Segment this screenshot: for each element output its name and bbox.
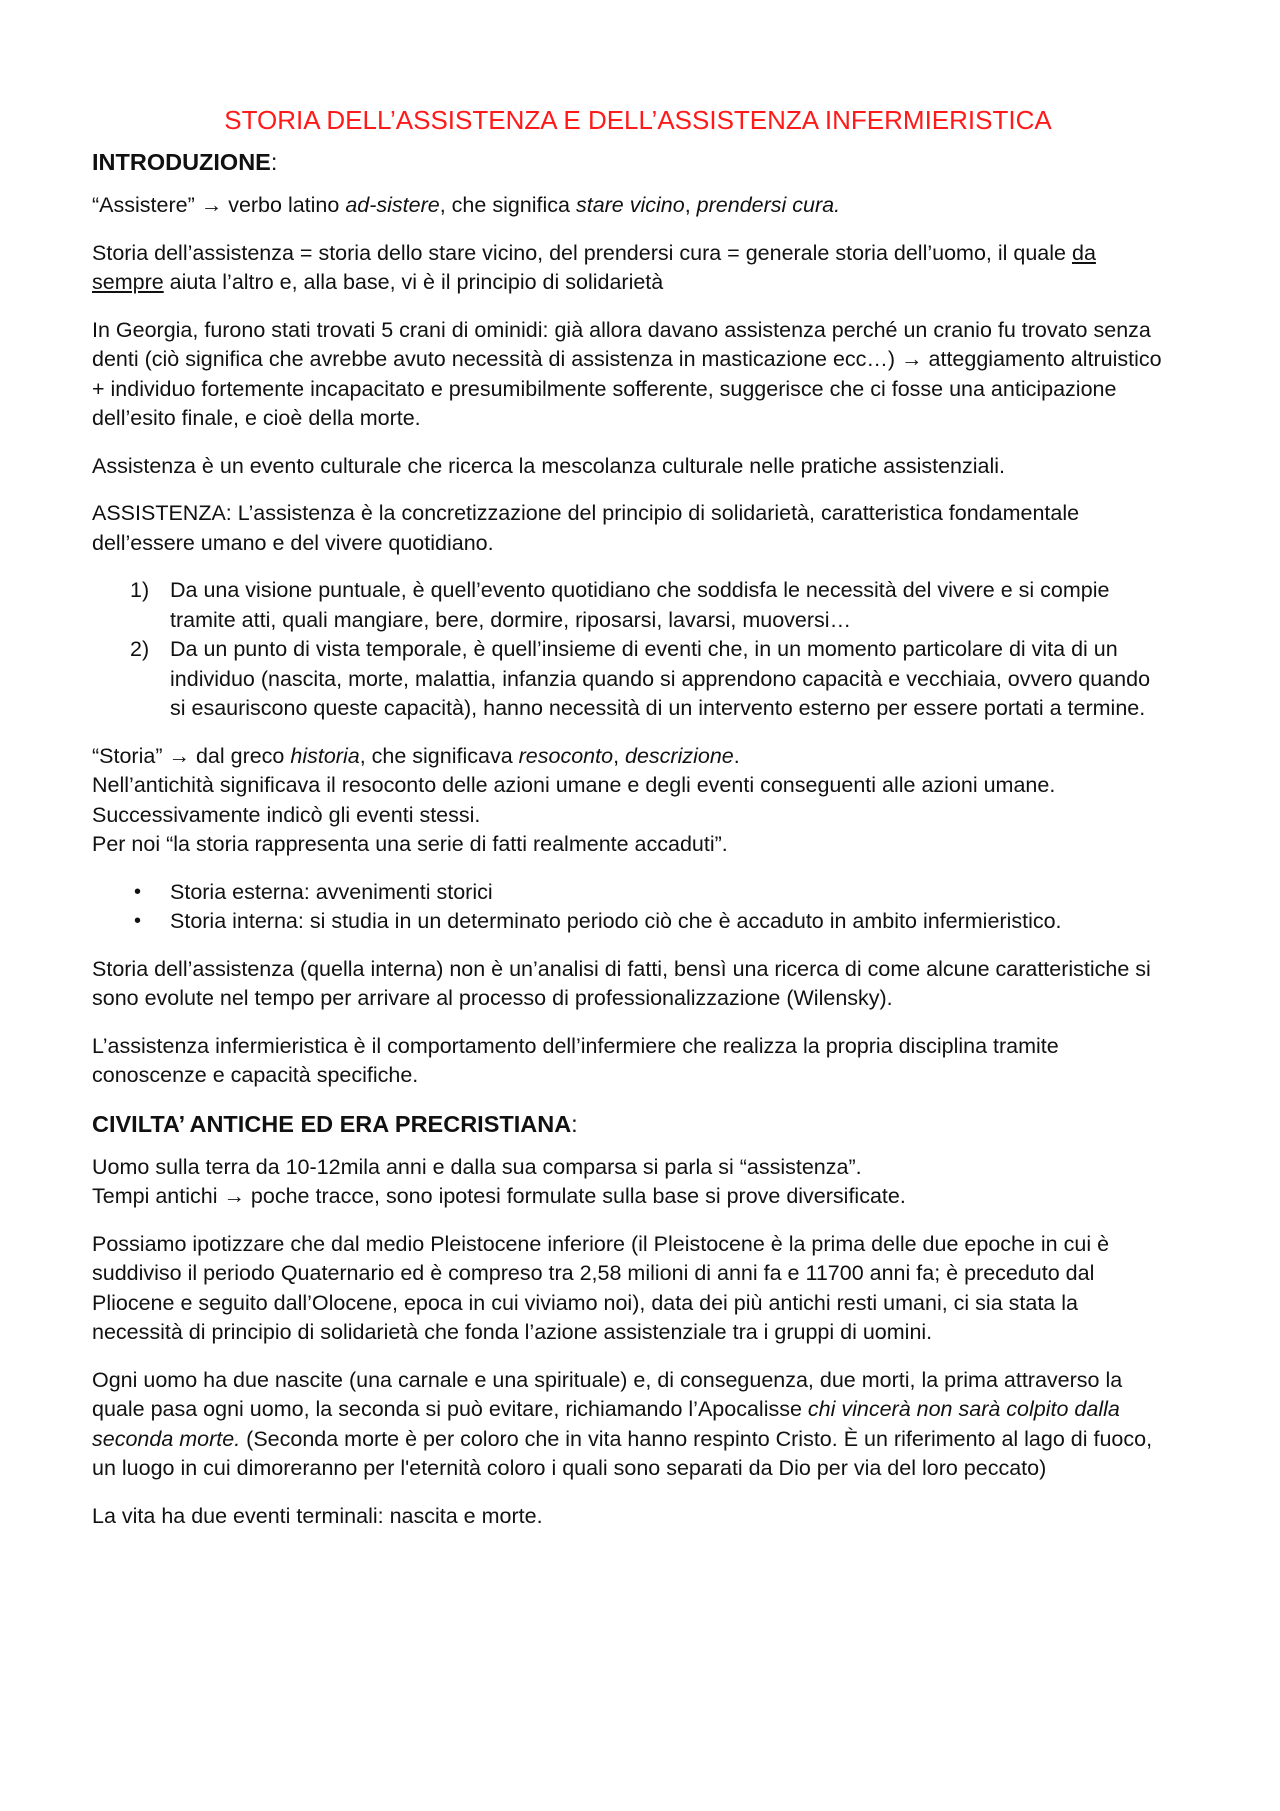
p1-f: , bbox=[684, 193, 697, 217]
bullet-list-item bbox=[92, 907, 1166, 937]
numbered-list-item bbox=[92, 635, 1166, 724]
p1-b: verbo latino bbox=[222, 193, 346, 217]
p1-g: prendersi cura. bbox=[696, 193, 841, 217]
p9-line1: Uomo sulla terra da 10-12mila anni e dalla sua comparsa si parla si “assistenza”. bbox=[92, 1154, 862, 1179]
p6-h: . bbox=[733, 743, 740, 768]
p6-a: “Storia” bbox=[92, 743, 169, 768]
section-heading-civilta bbox=[92, 1109, 1166, 1139]
document-title: STORIA DELL’ASSISTENZA E DELL’ASSISTENZA INFERMIERISTICA bbox=[224, 105, 1052, 135]
p3-a: In Georgia, furono stati trovati 5 crani di ominidi: già allora davano assistenza perché un cranio fu trovato senza denti (ciò significa che avrebbe avuto necessità di assistenza in masticazione ecc…) bbox=[92, 317, 1151, 371]
paragraph-assistenza-definizione: ASSISTENZA: L’assistenza è la concretizzazione del principio di solidarietà, caratteristica fondamentale dell’essere umano e del vivere quotidiano. bbox=[92, 501, 1080, 555]
p1-c: ad-sistere bbox=[345, 193, 440, 217]
arrow-icon: → bbox=[901, 347, 923, 371]
p6-b: dal greco bbox=[189, 743, 291, 768]
p1-e: stare vicino bbox=[575, 193, 685, 217]
arrow-icon: → bbox=[223, 1184, 245, 1208]
p2-underlined: da sempre bbox=[92, 240, 1096, 294]
bullet-icon: • bbox=[134, 880, 142, 903]
bullet-list-item bbox=[92, 878, 1166, 908]
p6-c: historia bbox=[290, 743, 360, 768]
p6-d: , che significava bbox=[359, 743, 519, 768]
list-number: 2) bbox=[130, 637, 150, 661]
intro-heading-text: INTRODUZIONE bbox=[92, 149, 271, 175]
list-item-text: Da una visione puntuale, è quell’evento quotidiano che soddisfa le necessità del vivere e si compie tramite atti, quali mangiare, bere, dormire, riposarsi, lavarsi, muoversi… bbox=[170, 578, 1110, 632]
numbered-list bbox=[92, 576, 1166, 724]
section-heading-text: CIVILTA’ ANTICHE ED ERA PRECRISTIANA bbox=[92, 1110, 572, 1137]
list-item-text: Storia interna: si studia in un determinato periodo ciò che è accaduto in ambito infermieristico. bbox=[170, 909, 1062, 933]
paragraph-storia-assistenza bbox=[92, 239, 1166, 298]
list-item-text: Storia esterna: avvenimenti storici bbox=[170, 879, 493, 904]
paragraph-due-nascite bbox=[92, 1366, 1166, 1484]
p6-g: descrizione bbox=[625, 743, 734, 768]
p11-b: (Seconda morte è per coloro che in vita hanno respinto Cristo. È un riferimento al lago di fuoco, un luogo in cui dimoreranno per l'eternità coloro i quali sono separati da Dio per via del loro peccato) bbox=[92, 1426, 1153, 1480]
p1-a: “Assistere” bbox=[92, 193, 201, 217]
p11-italic: chi vincerà non sarà colpito dalla seconda morte. bbox=[92, 1397, 1120, 1451]
paragraph-assistenza-infermieristica: L’assistenza infermieristica è il comportamento dell’infermiere che realizza la propria disciplina tramite conoscenze e capacità specifiche. bbox=[92, 1033, 1059, 1087]
p3-b: atteggiamento altruistico + individuo fortemente incapacitato e presumibilmente sofferente, suggerisce che ci fosse una anticipazione dell’esito finale, e cioè della morte. bbox=[92, 347, 1162, 430]
p9-line2b: poche tracce, sono ipotesi formulate sulla base si prove diversificate. bbox=[244, 1184, 906, 1208]
paragraph-eventi-terminali: La vita ha due eventi terminali: nascita e morte. bbox=[92, 1503, 543, 1528]
paragraph-storia bbox=[92, 742, 1166, 860]
intro-heading-colon: : bbox=[270, 149, 278, 175]
paragraph-evento-culturale: Assistenza è un evento culturale che ricerca la mescolanza culturale nelle pratiche assistenziali. bbox=[92, 453, 1006, 478]
p2-a: Storia dell’assistenza = storia dello stare vicino, del prendersi cura = generale storia dell’uomo, il quale bbox=[92, 240, 1072, 265]
list-item-text: Da un punto di vista temporale, è quell’insieme di eventi che, in un momento particolare di vita di un individuo (nascita, morte, malattia, infanzia quando si apprendono capacità e vecchiaia, ovvero quando si esauriscono queste capacità), hanno necessità di un intervento esterno per essere portati a termine. bbox=[170, 637, 1151, 720]
p6-line4: Per noi “la storia rappresenta una serie di fatti realmente accaduti”. bbox=[92, 832, 728, 856]
p6-f: , bbox=[613, 743, 626, 768]
p2-b: aiuta l’altro e, alla base, vi è il principio di solidarietà bbox=[163, 270, 664, 294]
paragraph-uomo-terra bbox=[92, 1153, 1166, 1212]
p11-a: Ogni uomo ha due nascite (una carnale e una spirituale) e, di conseguenza, due morti, la prima attraverso la quale pasa ogni uomo, la seconda si può evitare, richiamando l’Apocalisse bbox=[92, 1367, 1123, 1421]
intro-heading bbox=[92, 147, 1166, 177]
paragraph-georgia bbox=[92, 316, 1166, 434]
arrow-icon: → bbox=[168, 743, 190, 768]
bullet-icon: • bbox=[134, 910, 142, 932]
numbered-list-item bbox=[92, 576, 1166, 635]
paragraph-assistere bbox=[92, 191, 1166, 221]
p1-d: , che significa bbox=[439, 193, 576, 217]
paragraph-pleistocene: Possiamo ipotizzare che dal medio Pleistocene inferiore (il Pleistocene è la prima delle due epoche in cui è suddiviso il periodo Quaternario ed è compreso tra 2,58 milioni di anni fa e 11700 anni fa; è preceduto dal Pliocene e seguito dall’Olocene, epoca in cui viviamo noi), data dei più antichi resti umani, ci sia stata la necessità di principio di solidarietà che fonda l’azione assistenziale tra i gruppi di uomini. bbox=[92, 1231, 1110, 1344]
p9-line2a: Tempi antichi bbox=[92, 1184, 224, 1208]
paragraph-storia-interna: Storia dell’assistenza (quella interna) non è un’analisi di fatti, bensì una ricerca di come alcune caratteristiche si sono evolute nel tempo per arrivare al processo di professionalizzazione (Wilensky). bbox=[92, 956, 1151, 1010]
p6-line2: Nell’antichità significava il resoconto delle azioni umane e degli eventi conseguenti alle azioni umane. bbox=[92, 773, 1056, 797]
list-number: 1) bbox=[130, 578, 150, 602]
bullet-list bbox=[92, 878, 1166, 937]
p6-line3: Successivamente indicò gli eventi stessi. bbox=[92, 802, 481, 827]
arrow-icon: → bbox=[200, 193, 223, 217]
p6-e: resoconto bbox=[518, 743, 614, 768]
section-heading-colon: : bbox=[571, 1110, 578, 1137]
